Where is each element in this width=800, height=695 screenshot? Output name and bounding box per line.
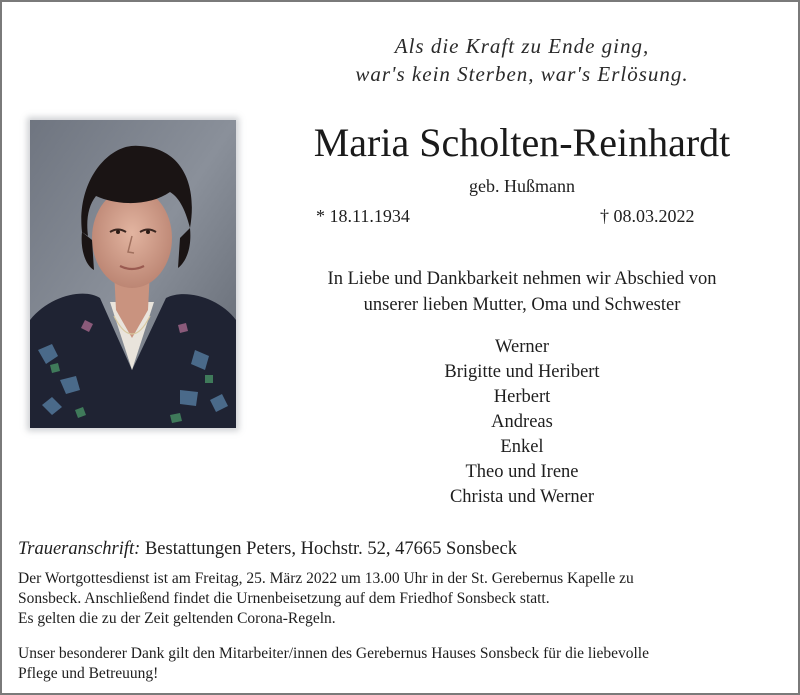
address-label: Traueranschrift: [18,539,141,559]
mourner-name: Brigitte und Heribert [444,362,600,382]
mourner-name: Andreas [491,412,553,432]
farewell-line-2: unserer lieben Mutter, Oma und Schwester [363,295,681,315]
service-line-2: Sonsbeck. Anschließend findet die Urnenbeisetzung auf dem Friedhof Sonsbeck statt. [18,590,550,607]
motto-line-2: war's kein Sterben, war's Erlösung. [355,62,689,86]
mourners-list [242,335,800,510]
mourner-name: Herbert [493,387,551,407]
death-date: † 08.03.2022 [600,206,695,226]
deceased-name: Maria Scholten-Reinhardt [313,120,731,165]
mourner-name: Theo und Irene [465,462,579,482]
farewell-text [242,266,800,318]
service-line-3: Es gelten die zu der Zeit geltenden Corona-Regeln. [18,610,336,627]
service-line-1: Der Wortgottesdienst ist am Freitag, 25. März 2022 um 13.00 Uhr in der St. Gerebernus Kapelle zu [18,570,634,587]
motto-verse [242,32,800,88]
birth-name: geb. Hußmann [469,176,575,196]
address-text: Bestattungen Peters, Hochstr. 52, 47665 Sonsbeck [144,539,517,559]
service-info [18,569,793,629]
thanks-line-2: Pflege und Betreuung! [18,665,159,682]
thanks-note [18,644,793,684]
motto-line-1: Als die Kraft zu Ende ging, [394,34,650,58]
farewell-line-1: In Liebe und Dankbarkeit nehmen wir Abschied von [327,269,717,289]
mourner-name: Christa und Werner [449,487,595,507]
mourner-name: Werner [495,337,549,357]
mourner-name: Enkel [500,437,544,457]
mourning-address [18,537,517,561]
birth-date: * 18.11.1934 [316,206,410,226]
portrait-photo [30,120,236,428]
thanks-line-1: Unser besonderer Dank gilt den Mitarbeiter/innen des Gerebernus Hauses Sonsbeck für die liebevolle [18,645,649,662]
